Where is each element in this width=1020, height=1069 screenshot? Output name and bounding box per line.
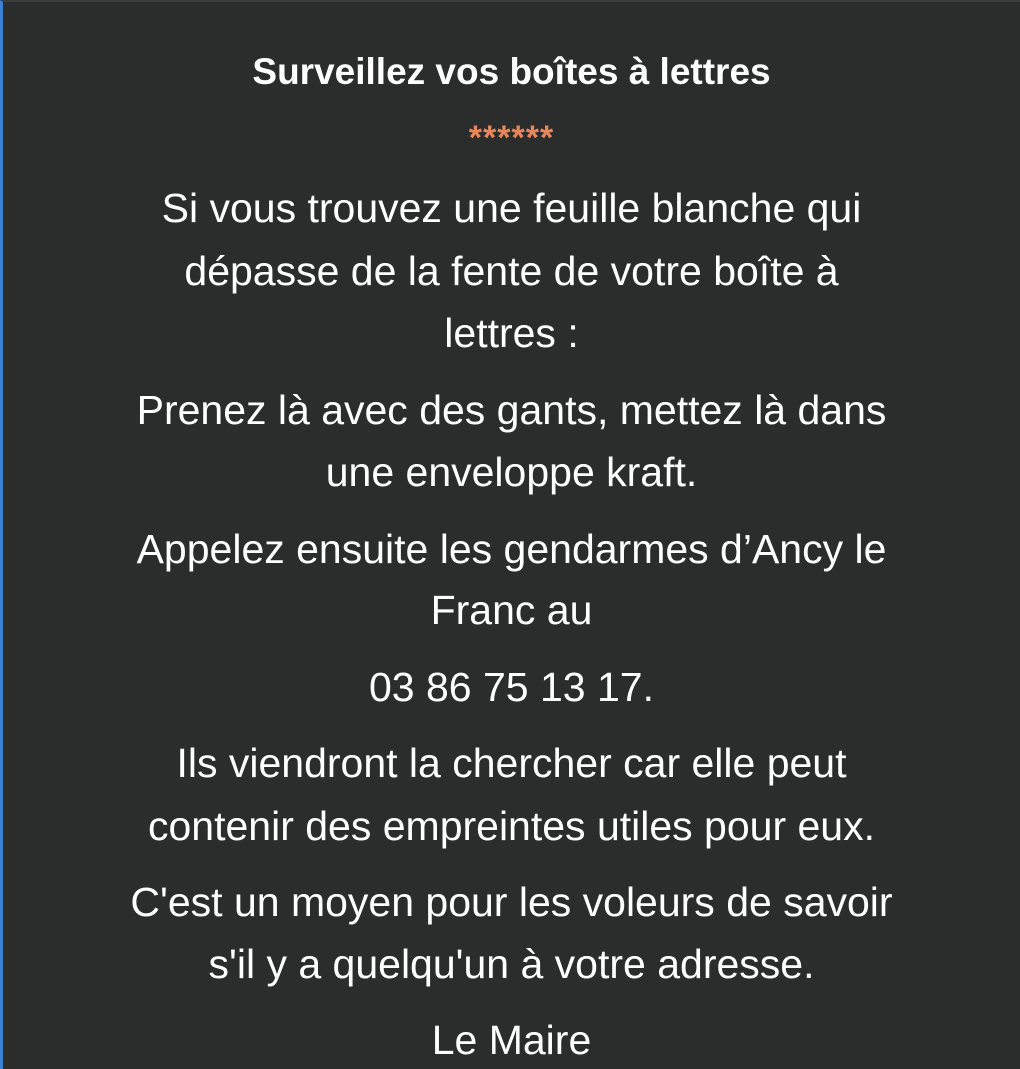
text-line: une enveloppe kraft. [325,449,698,495]
notice-title: Surveillez vos boîtes à lettres [252,51,771,92]
text-line: contenir des empreintes utiles pour eux. [147,803,875,849]
text-line: Ils viendront la chercher car elle peut [176,740,847,786]
phone-number: 03 86 75 13 17. [369,664,654,710]
text-line: s'il y a quelqu'un à votre adresse. [208,941,815,987]
text-line: lettres : [444,310,579,356]
text-line: Prenez là avec des gants, mettez là dans [136,387,887,433]
text-line: dépasse de la fente de votre boîte à [184,248,839,294]
text-line: C'est un moyen pour les voleurs de savoir [130,879,893,925]
text-line: Si vous trouvez une feuille blanche qui [161,185,862,231]
text-line: Franc au [430,587,593,633]
signature: Le Maire [431,1017,592,1063]
separator-stars: ****** [468,119,555,157]
text-line: Appelez ensuite les gendarmes d’Ancy le [136,526,887,572]
